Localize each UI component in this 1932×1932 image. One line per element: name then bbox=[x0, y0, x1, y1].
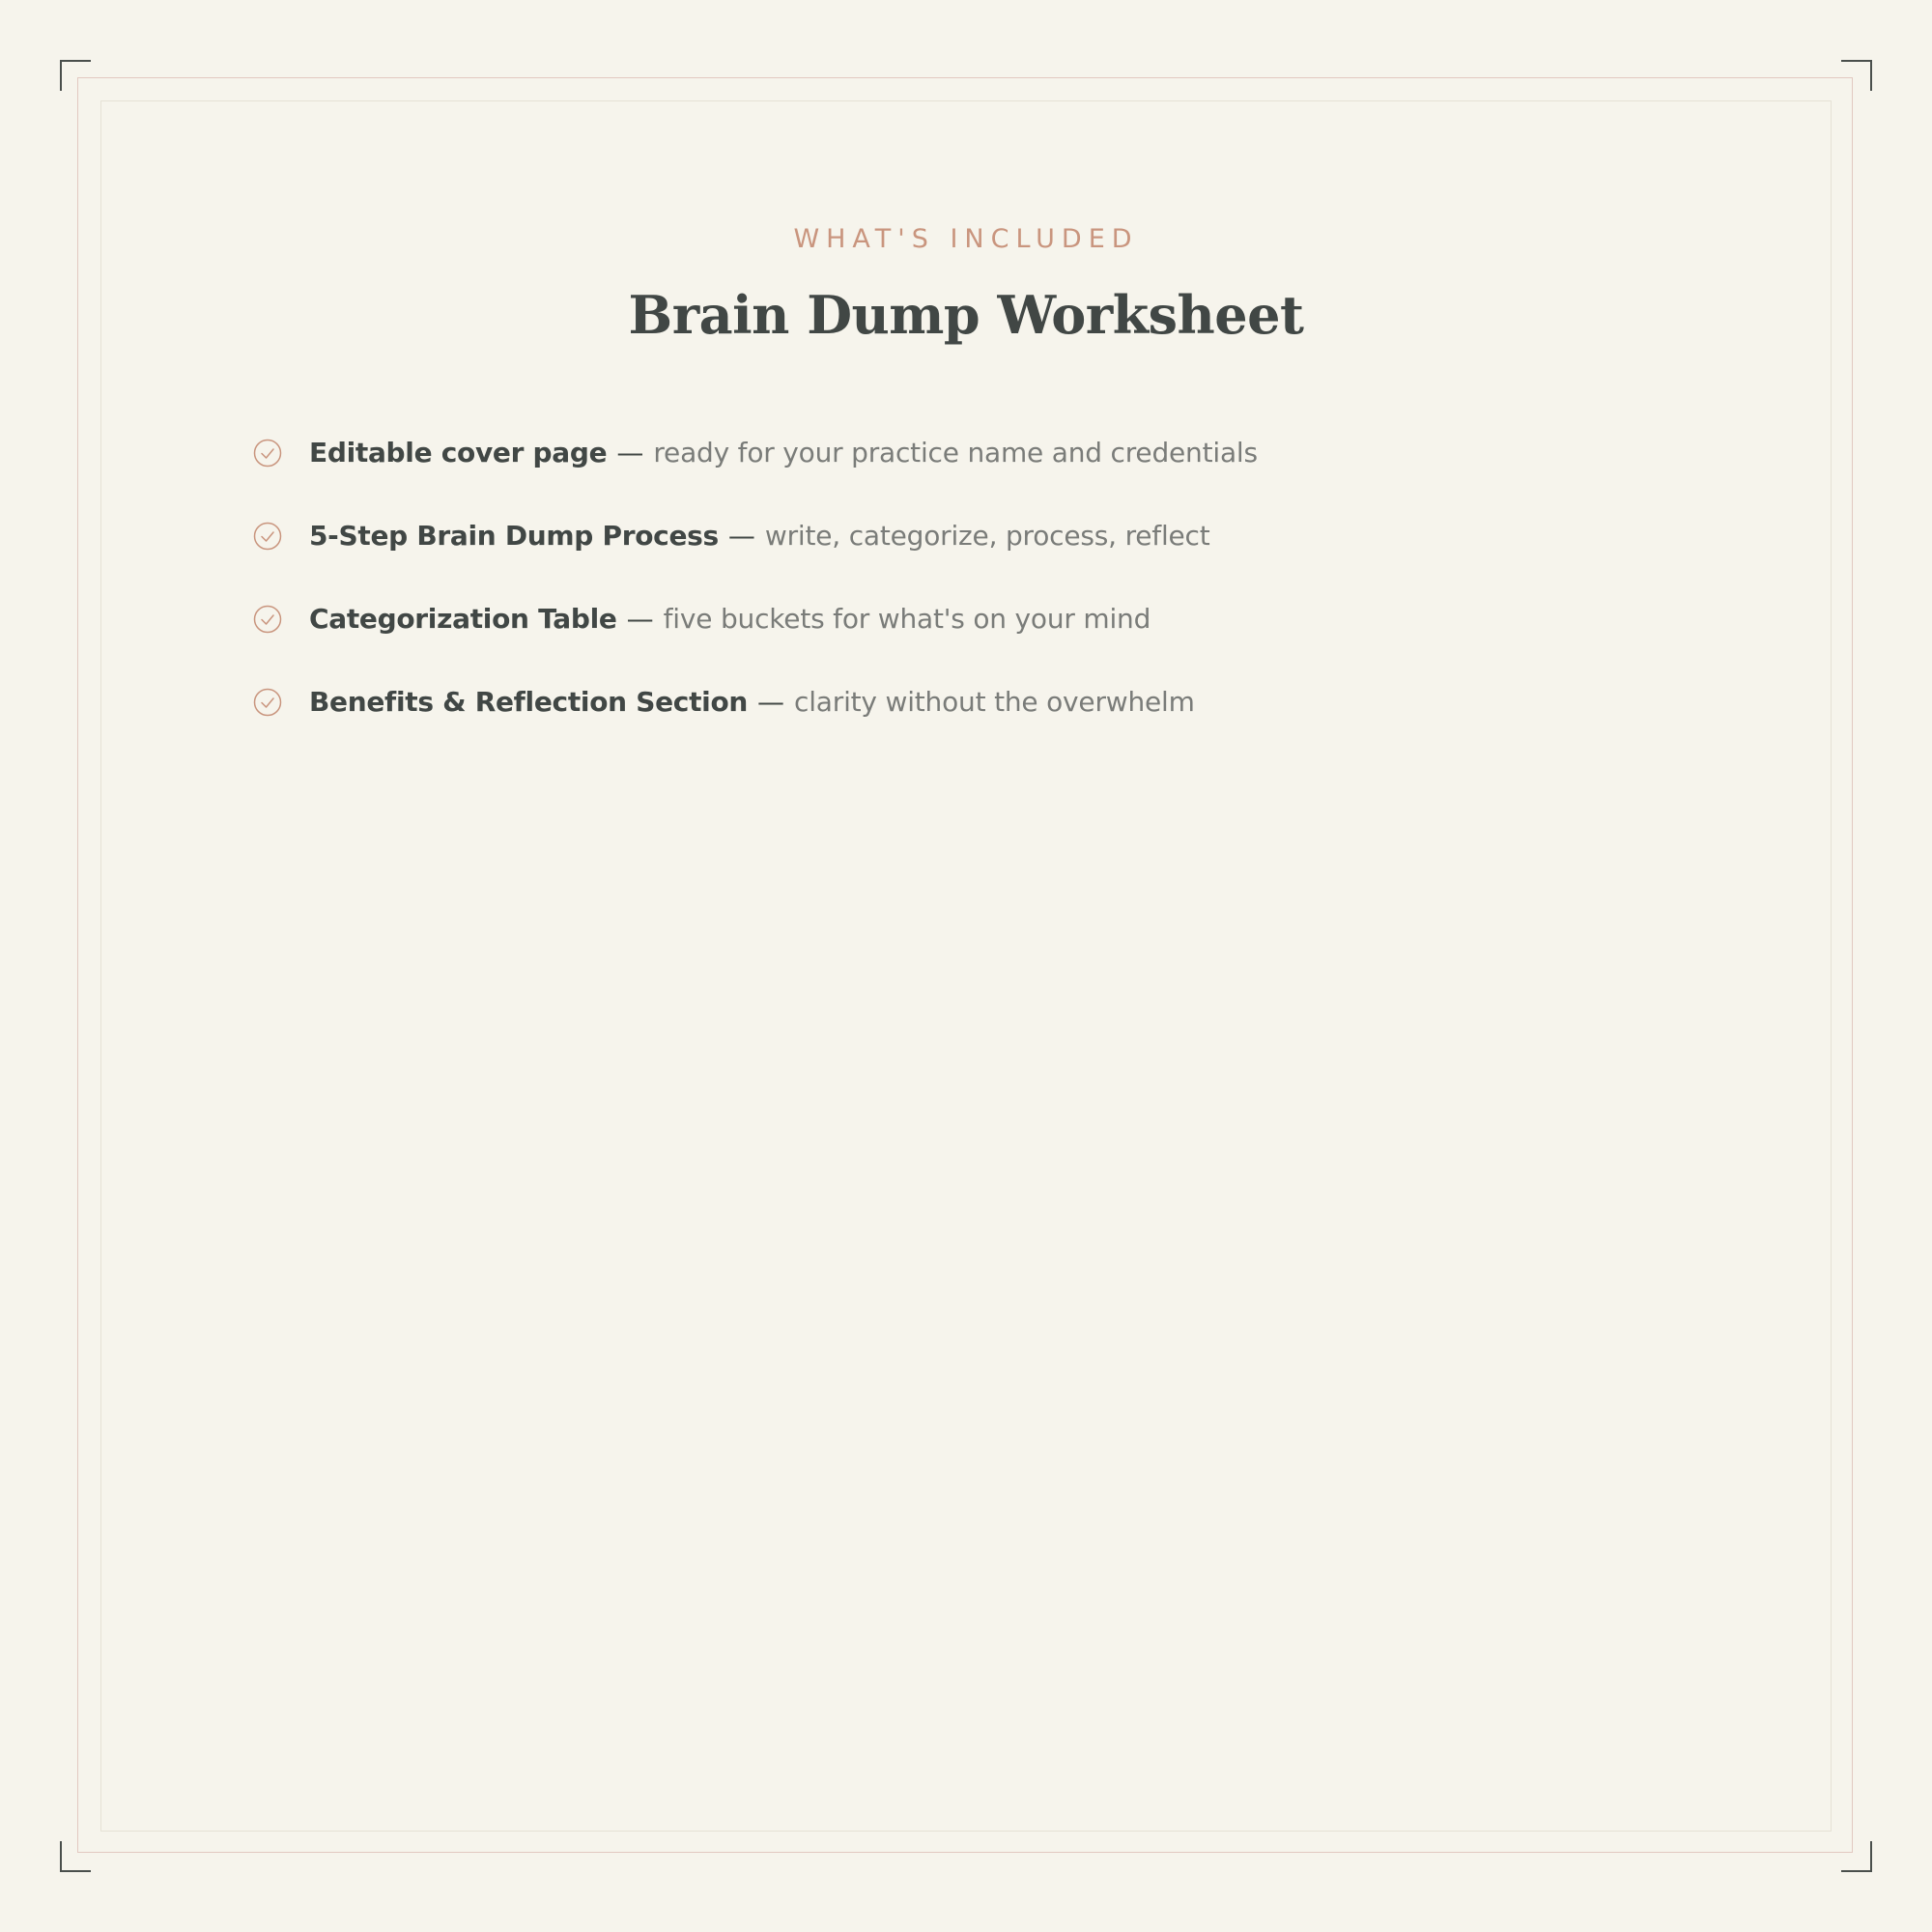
item-title: Categorization Table bbox=[309, 603, 617, 635]
check-circle-icon bbox=[253, 439, 282, 468]
corner-mark-top-right bbox=[1841, 60, 1872, 91]
corner-mark-bottom-left bbox=[60, 1841, 91, 1872]
list-item bbox=[253, 578, 1702, 661]
check-circle-icon bbox=[253, 605, 282, 634]
item-description: write, categorize, process, reflect bbox=[764, 520, 1210, 552]
item-description: ready for your practice name and credentials bbox=[653, 437, 1258, 469]
item-title: Editable cover page bbox=[309, 437, 608, 469]
corner-mark-bottom-right bbox=[1841, 1841, 1872, 1872]
item-separator: — bbox=[616, 437, 644, 469]
item-description: five buckets for what's on your mind bbox=[663, 603, 1151, 635]
inner-border bbox=[100, 100, 1832, 1832]
list-item bbox=[253, 412, 1702, 495]
check-circle-icon bbox=[253, 688, 282, 717]
corner-mark-top-left bbox=[60, 60, 91, 91]
item-description: clarity without the overwhelm bbox=[794, 686, 1195, 718]
item-separator: — bbox=[727, 520, 755, 552]
item-separator: — bbox=[626, 603, 654, 635]
list-item bbox=[253, 661, 1702, 744]
item-title: 5-Step Brain Dump Process bbox=[309, 520, 719, 552]
included-list bbox=[253, 412, 1702, 744]
check-circle-icon bbox=[253, 522, 282, 551]
list-item bbox=[253, 495, 1702, 578]
item-separator: — bbox=[757, 686, 785, 718]
section-eyebrow: WHAT'S INCLUDED bbox=[793, 224, 1139, 254]
page-title: Brain Dump Worksheet bbox=[628, 284, 1304, 346]
item-title: Benefits & Reflection Section bbox=[309, 686, 749, 718]
